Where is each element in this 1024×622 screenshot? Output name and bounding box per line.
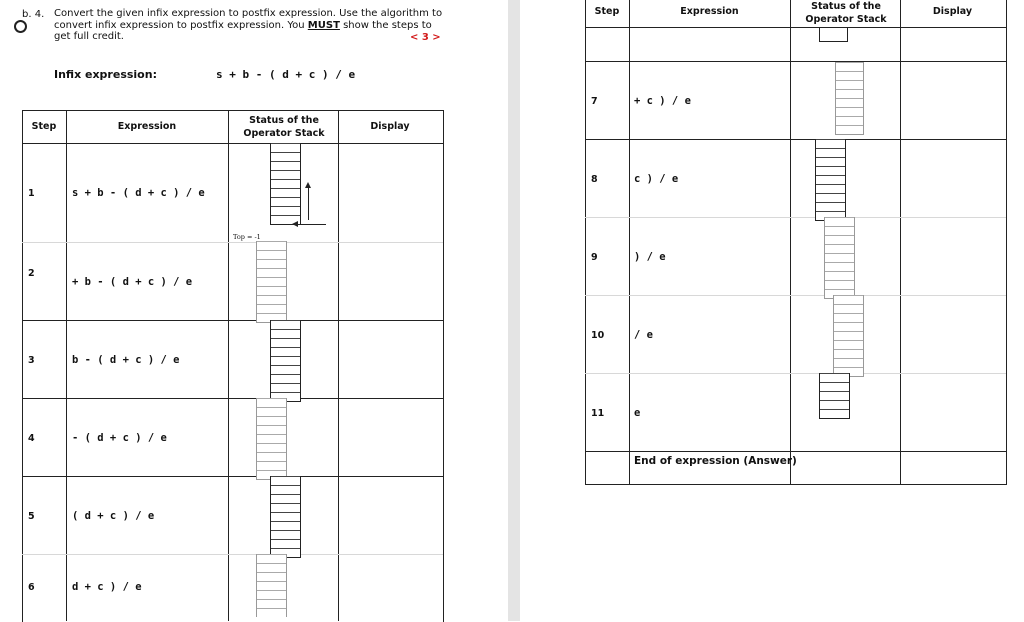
page-right <box>520 0 1024 621</box>
column-divider <box>790 0 791 484</box>
header-step: Step <box>594 6 620 17</box>
step-number: 4 <box>28 433 35 444</box>
row-divider <box>585 451 1006 452</box>
operator-stack <box>819 373 850 419</box>
infix-label: Infix expression: <box>54 68 157 81</box>
stack-slot <box>816 166 845 175</box>
header-divider <box>585 27 1006 28</box>
stack-slot <box>271 485 300 494</box>
question-text <box>54 8 446 43</box>
stack-slot <box>271 530 300 539</box>
stack-slot <box>257 452 286 461</box>
row-divider <box>22 320 443 321</box>
step-number: 6 <box>28 582 35 593</box>
stack-slot <box>825 280 854 289</box>
stack-slot <box>271 143 300 152</box>
column-divider <box>66 110 67 621</box>
arrow-left-icon <box>294 224 326 225</box>
stack-slot <box>257 416 286 425</box>
step-expression: e <box>634 407 641 419</box>
step-expression: b - ( d + c ) / e <box>72 354 180 366</box>
stack-slot <box>271 512 300 521</box>
stack-slot <box>271 503 300 512</box>
stack-slot <box>271 188 300 197</box>
question-text-part: Convert the given infix expression to postfix expression. Use the algorithm to convert infix expression to postfix expression. You <box>54 8 443 31</box>
stack-slot <box>825 235 854 244</box>
stack-slot <box>836 116 863 125</box>
stack-slot <box>257 572 286 581</box>
step-expression: s + b - ( d + c ) / e <box>72 187 205 199</box>
stack-slot <box>834 313 863 322</box>
stack-slot <box>834 304 863 313</box>
header-expression: Expression <box>117 121 177 132</box>
stack-slot <box>257 599 286 608</box>
step-expression: + b - ( d + c ) / e <box>72 276 193 288</box>
page-left <box>0 0 508 621</box>
row-divider <box>585 139 1006 140</box>
stack-slot <box>820 373 849 382</box>
stack-slot <box>825 262 854 271</box>
stack-slot <box>816 184 845 193</box>
stack-slot <box>257 398 286 407</box>
stack-slot <box>820 391 849 400</box>
stack-slot <box>257 434 286 443</box>
stack-slot <box>834 358 863 367</box>
row-divider <box>585 295 1006 296</box>
radio-circle-icon <box>14 20 27 33</box>
stack-slot <box>836 107 863 116</box>
stack-slot <box>834 295 863 304</box>
step-number: 10 <box>591 330 605 341</box>
arrow-up-icon <box>308 184 309 220</box>
row-divider <box>585 217 1006 218</box>
step-number: 1 <box>28 188 35 199</box>
stack-slot <box>834 322 863 331</box>
step-number: 7 <box>591 96 598 107</box>
stack-slot <box>836 125 863 134</box>
stack-slot <box>816 139 845 148</box>
step-expression: ) / e <box>634 251 666 263</box>
step-expression: ( d + c ) / e <box>72 510 155 522</box>
stack-slot <box>271 320 300 329</box>
stack-slot <box>257 443 286 452</box>
stack-slot <box>257 286 286 295</box>
stack-slot <box>271 374 300 383</box>
stack-slot <box>820 409 849 418</box>
stack-slot <box>257 295 286 304</box>
stack-slot <box>271 494 300 503</box>
operator-stack <box>270 143 301 225</box>
stack-slot <box>271 347 300 356</box>
operator-stack <box>833 295 864 377</box>
operator-stack <box>256 241 287 323</box>
points-badge: < 3 > <box>410 32 441 43</box>
stack-slot <box>257 425 286 434</box>
stack-slot <box>257 259 286 268</box>
stack-slot <box>271 170 300 179</box>
step-number: 8 <box>591 174 598 185</box>
stack-slot <box>271 383 300 392</box>
stack-slot <box>834 349 863 358</box>
stack-slot <box>816 193 845 202</box>
row-divider <box>585 61 1006 62</box>
stack-slot <box>257 563 286 572</box>
stack-slot <box>271 539 300 548</box>
step-number: 9 <box>591 252 598 263</box>
stack-slot <box>820 400 849 409</box>
stack-slot <box>836 98 863 107</box>
end-of-expression-label: End of expression (Answer) <box>634 455 797 467</box>
column-divider <box>629 0 630 484</box>
operator-stack <box>256 554 287 617</box>
stack-slot <box>271 365 300 374</box>
stack-slot <box>836 80 863 89</box>
stack-slot <box>257 608 286 617</box>
table-frame <box>585 0 1007 485</box>
stack-slot <box>825 271 854 280</box>
column-divider <box>900 0 901 484</box>
stack-slot <box>271 356 300 365</box>
operator-stack <box>270 476 301 558</box>
row-divider <box>22 554 443 555</box>
stack-slot <box>257 268 286 277</box>
operator-stack <box>270 320 301 402</box>
stack-slot <box>825 217 854 226</box>
stack-slot <box>271 338 300 347</box>
stack-slot <box>271 329 300 338</box>
must-emphasis: MUST <box>307 19 340 31</box>
step-expression: - ( d + c ) / e <box>72 432 167 444</box>
step-expression: + c ) / e <box>634 95 691 107</box>
stack-slot <box>825 226 854 235</box>
row-divider <box>22 398 443 399</box>
stack-slot <box>836 89 863 98</box>
top-pointer-label: Top = -1 <box>233 233 261 241</box>
step-number: 2 <box>28 268 35 279</box>
step-number: 5 <box>28 511 35 522</box>
header-stack: Status of the Operator Stack <box>243 115 325 139</box>
stack-slot <box>271 476 300 485</box>
operator-stack <box>819 28 848 42</box>
header-stack: Status of the Operator Stack <box>805 1 887 25</box>
stack-slot <box>257 590 286 599</box>
stack-slot <box>257 407 286 416</box>
step-number: 3 <box>28 355 35 366</box>
question-text-part: show the steps to get full credit. <box>54 19 432 42</box>
stack-slot <box>825 253 854 262</box>
stack-slot <box>257 554 286 563</box>
stack-slot <box>257 581 286 590</box>
stack-slot <box>816 202 845 211</box>
operator-stack <box>256 398 287 480</box>
stack-slot <box>834 331 863 340</box>
stack-slot <box>271 197 300 206</box>
header-divider <box>22 143 443 144</box>
stack-slot <box>271 152 300 161</box>
stack-slot <box>257 461 286 470</box>
stack-slot <box>816 148 845 157</box>
step-expression: d + c ) / e <box>72 581 142 593</box>
column-divider <box>228 110 229 621</box>
header-step: Step <box>31 121 57 132</box>
question-number: b. 4. <box>22 9 45 20</box>
operator-stack <box>815 139 846 221</box>
row-divider <box>22 242 443 243</box>
header-display: Display <box>932 6 973 17</box>
stack-slot <box>257 277 286 286</box>
stack-slot <box>257 241 286 250</box>
stack-slot <box>816 157 845 166</box>
stack-slot <box>816 175 845 184</box>
header-expression: Expression <box>680 6 739 17</box>
stack-slot <box>271 161 300 170</box>
step-expression: c ) / e <box>634 173 679 185</box>
row-divider <box>585 373 1006 374</box>
header-display: Display <box>370 121 410 132</box>
stack-slot <box>271 179 300 188</box>
column-divider <box>338 110 339 621</box>
row-divider <box>22 476 443 477</box>
stack-slot <box>257 304 286 313</box>
stack-slot <box>834 340 863 349</box>
stack-slot <box>271 206 300 215</box>
step-expression: / e <box>634 329 653 341</box>
page-divider <box>508 0 520 621</box>
operator-stack <box>835 62 864 135</box>
infix-expression: s + b - ( d + c ) / e <box>216 68 356 81</box>
stack-slot <box>836 62 863 71</box>
stack-slot <box>257 250 286 259</box>
stack-slot <box>836 71 863 80</box>
stack-slot <box>825 244 854 253</box>
stack-slot <box>271 521 300 530</box>
operator-stack <box>824 217 855 299</box>
stack-slot <box>820 382 849 391</box>
step-number: 11 <box>591 408 605 419</box>
